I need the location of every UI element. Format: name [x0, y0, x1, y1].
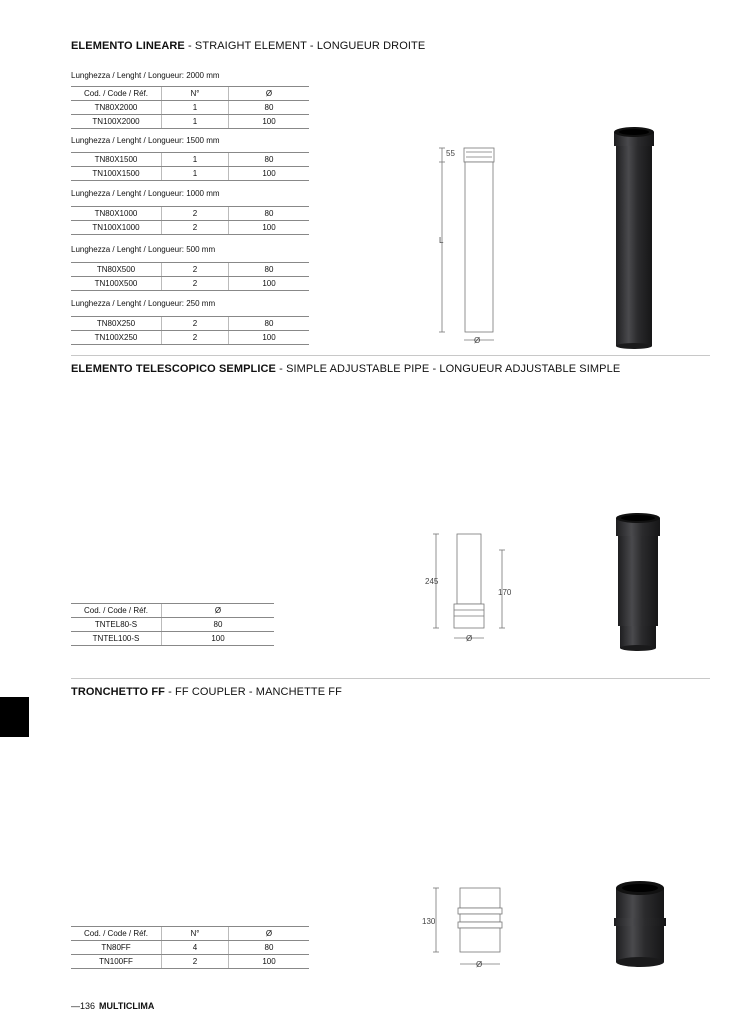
table-straight-2000	[71, 86, 309, 129]
page-number: —136	[71, 1001, 96, 1011]
table-row: TN100FF 2 100	[71, 955, 309, 969]
table-row: TN100X1500 1 100	[71, 167, 309, 181]
table-row: TN80X1500 1 80	[71, 153, 309, 167]
table-straight-500	[71, 262, 309, 291]
dim-height: 130	[422, 917, 436, 926]
table-row: TN100X2000 1 100	[71, 115, 309, 129]
ff-coupler-image	[610, 878, 670, 978]
brand-name: MULTICLIMA	[99, 1001, 155, 1011]
length-label-1500: Lunghezza / Lenght / Longueur: 1500 mm	[71, 136, 220, 145]
table-header-row: Cod. / Code / Réf. Ø	[71, 604, 274, 618]
table-adjustable-pipe	[71, 603, 274, 646]
adjustable-pipe-drawing	[420, 528, 520, 648]
length-label-500: Lunghezza / Lenght / Longueur: 500 mm	[71, 245, 216, 254]
section-title-straight-element: ELEMENTO LINEARE - STRAIGHT ELEMENT - LONGUEUR DROITE	[71, 40, 426, 52]
straight-pipe-image	[610, 122, 660, 354]
section-title-ff-coupler: TRONCHETTO FF - FF COUPLER - MANCHETTE FF	[71, 686, 342, 698]
table-row: TN100X250 2 100	[71, 331, 309, 345]
table-header-row: Cod. / Code / Réf. N° Ø	[71, 927, 309, 941]
table-row: TN80X1000 2 80	[71, 207, 309, 221]
table-row: TN80FF 4 80	[71, 941, 309, 955]
section-divider	[71, 678, 710, 679]
dim-length: L	[439, 236, 444, 245]
ff-coupler-drawing	[420, 882, 520, 972]
side-tab-marker	[0, 697, 29, 737]
length-label-1000: Lunghezza / Lenght / Longueur: 1000 mm	[71, 189, 220, 198]
dim-diameter: Ø	[474, 336, 481, 345]
adjustable-pipe-image	[608, 508, 668, 658]
dim-total: 245	[425, 577, 439, 586]
table-straight-250	[71, 316, 309, 345]
table-header-row: Cod. / Code / Réf. N° Ø	[71, 87, 309, 101]
straight-pipe-drawing	[430, 140, 510, 350]
table-straight-1500	[71, 152, 309, 181]
section-divider	[71, 355, 710, 356]
table-row: TN80X2000 1 80	[71, 101, 309, 115]
page-footer	[71, 1001, 154, 1011]
length-label-2000: Lunghezza / Lenght / Longueur: 2000 mm	[71, 71, 220, 80]
table-row: TN80X500 2 80	[71, 263, 309, 277]
dim-diameter: Ø	[476, 960, 483, 969]
table-row: TN100X500 2 100	[71, 277, 309, 291]
dim-diameter: Ø	[466, 634, 473, 643]
table-ff-coupler	[71, 926, 309, 969]
table-row: TNTEL80-S 80	[71, 618, 274, 632]
table-straight-1000	[71, 206, 309, 235]
table-row: TN100X1000 2 100	[71, 221, 309, 235]
length-label-250: Lunghezza / Lenght / Longueur: 250 mm	[71, 299, 216, 308]
table-row: TN80X250 2 80	[71, 317, 309, 331]
dim-top: 55	[446, 149, 455, 158]
table-row: TNTEL100-S 100	[71, 632, 274, 646]
section-title-adjustable-pipe: ELEMENTO TELESCOPICO SEMPLICE - SIMPLE ADJUSTABLE PIPE - LONGUEUR ADJUSTABLE SIMPLE	[71, 363, 621, 375]
dim-inner: 170	[498, 588, 512, 597]
